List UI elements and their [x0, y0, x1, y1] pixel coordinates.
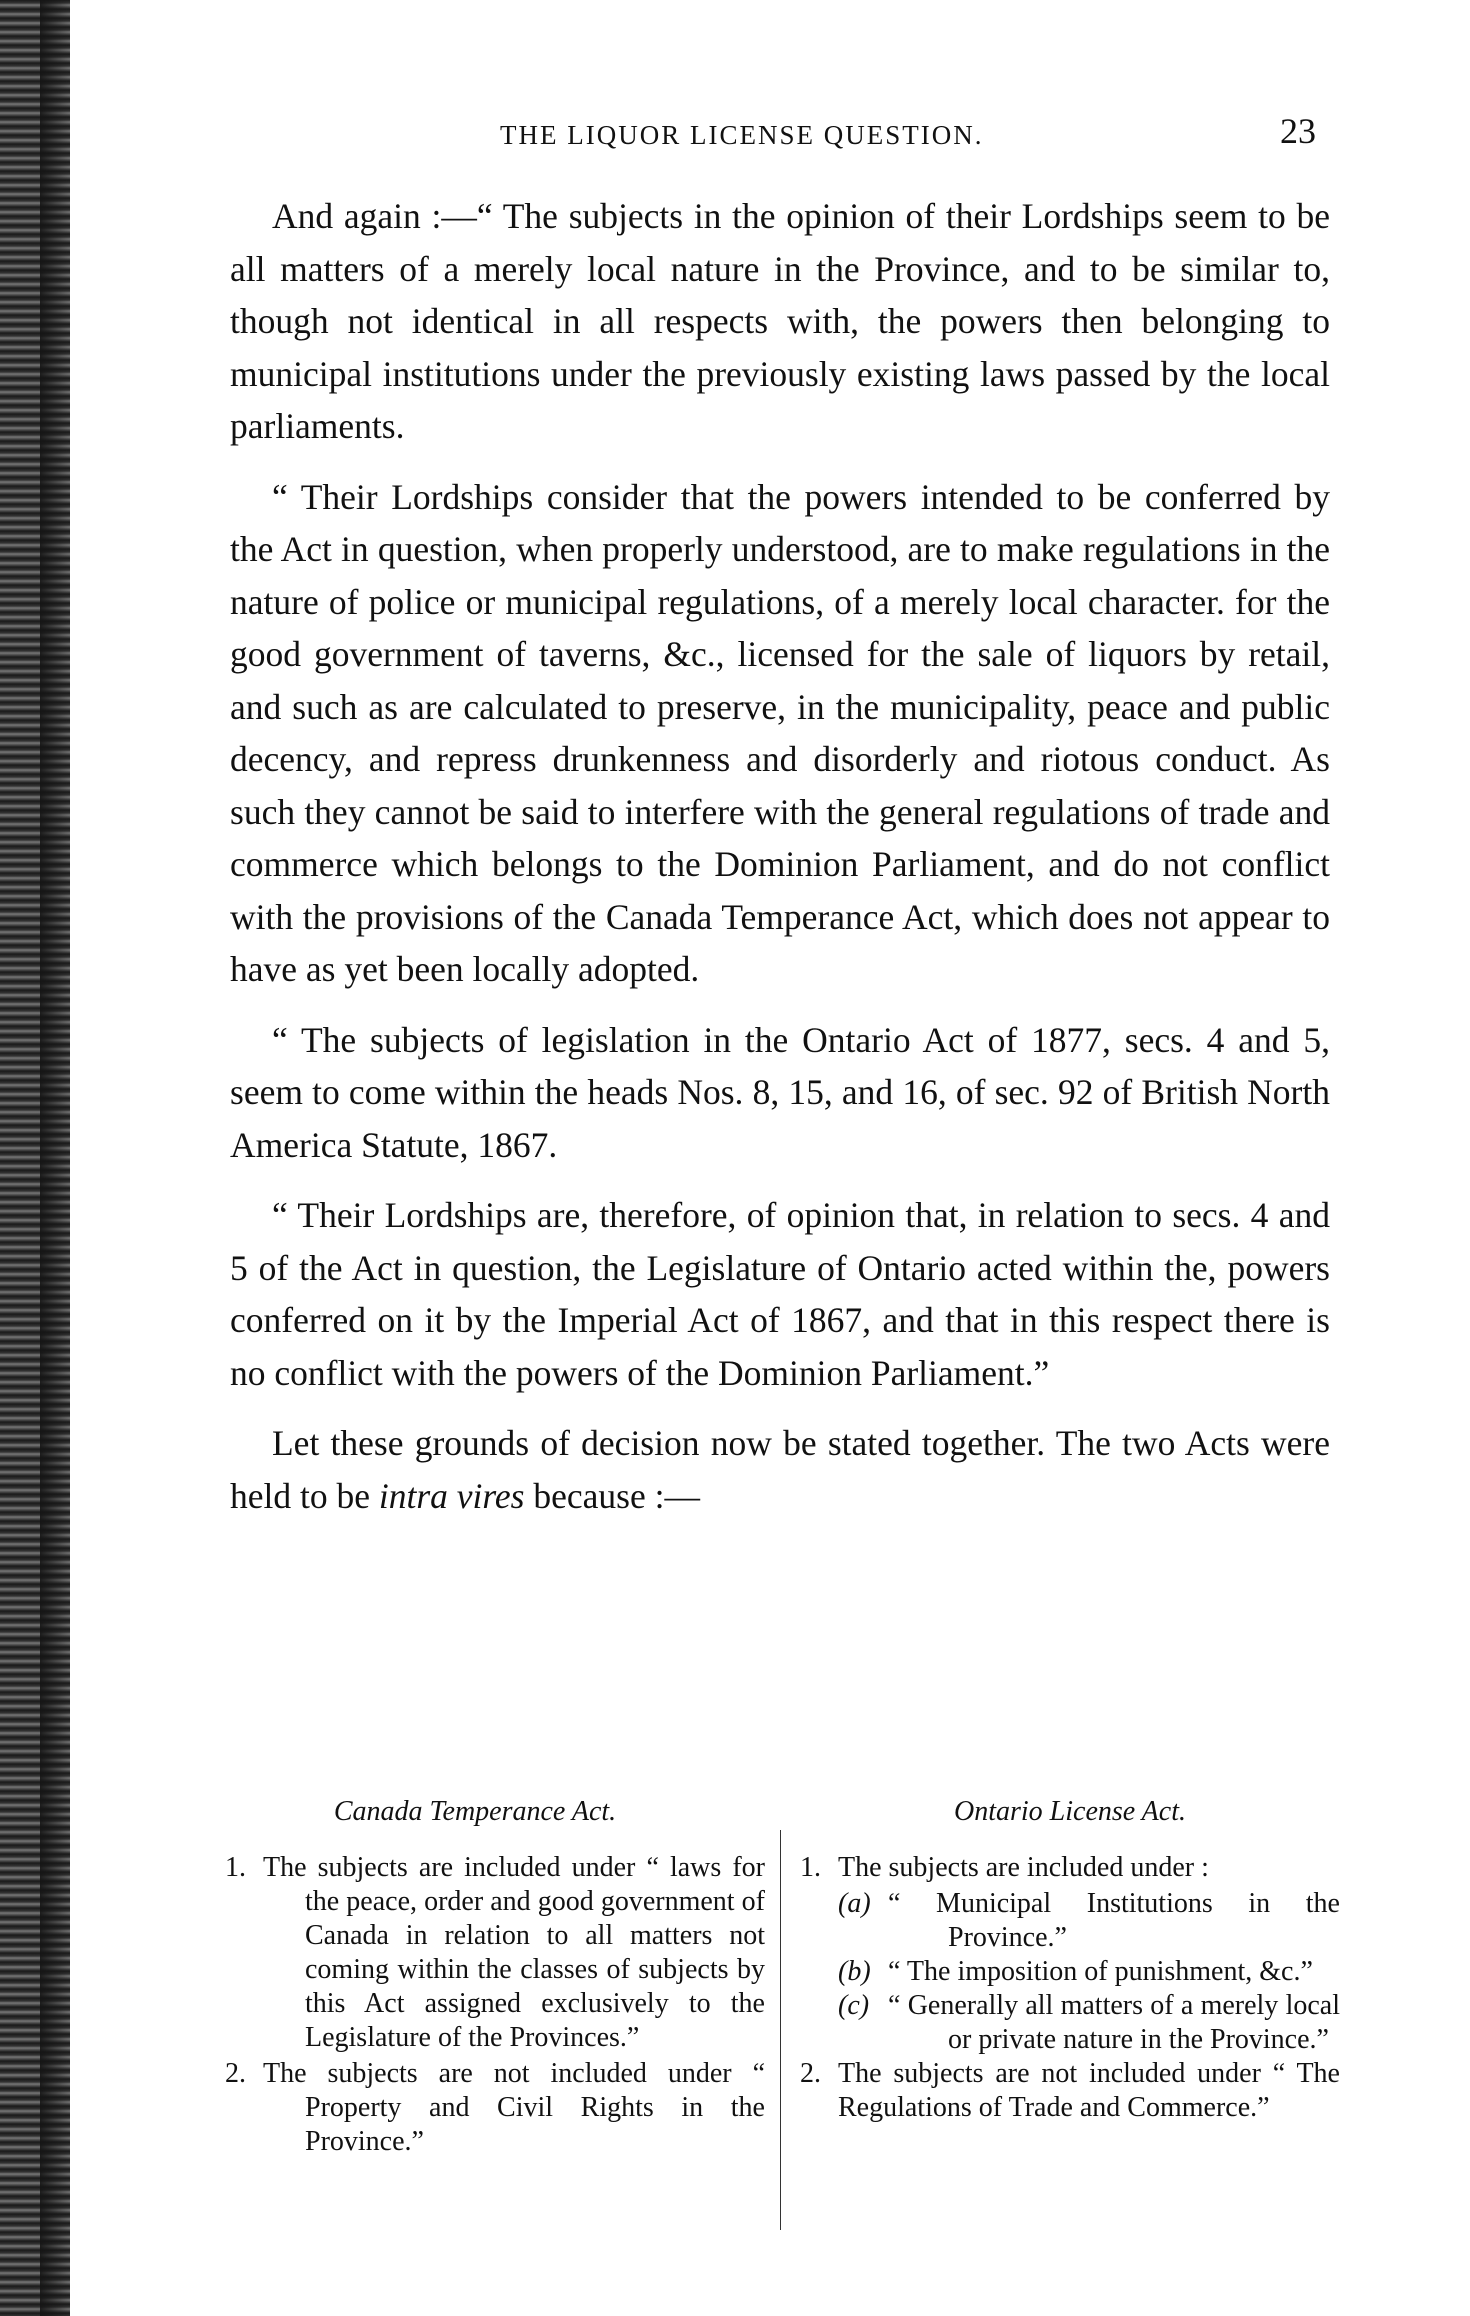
- sub-item-letter: (b): [838, 1956, 871, 1987]
- item-number: 2.: [225, 2058, 246, 2089]
- list-item: [800, 2057, 1340, 2125]
- paragraph: And again :—“ The subjects in the opinion of their Lordships seem to be all matters of a merely local nature in the Province, and to be similar to, though not identical in all respects with, the powers then belonging to municipal institutions under the previously existing laws passed by the local parliaments.: [230, 196, 1330, 446]
- body-text: [230, 190, 1330, 1540]
- list-item: [225, 2057, 765, 2159]
- sub-item-text: “ The imposition of punishment, &c.”: [888, 1956, 1313, 1987]
- paragraph: “ Their Lordships are, therefore, of opinion that, in relation to secs. 4 and 5 of the Act in question, the Legislature of Ontario acted within the, powers conferred on it by the Imperial Act of 1867, and that in this respect there is no conflict with the powers of the Dominion Parliament.”: [230, 1195, 1330, 1393]
- sub-item: [838, 1955, 1340, 1989]
- item-number: 1.: [800, 1852, 821, 1883]
- sub-item: [838, 1887, 1340, 1955]
- sub-item: [838, 1989, 1340, 2057]
- list-item: [800, 1851, 1340, 1885]
- sub-item-letter: (a): [838, 1888, 871, 1919]
- paragraph: “ The subjects of legislation in the Ontario Act of 1877, secs. 4 and 5, seem to come within the heads Nos. 8, 15, and 16, of sec. 92 of British North America Statute, 1867.: [230, 1019, 1330, 1165]
- ontario-license-column: [800, 1795, 1340, 2127]
- paragraph: “ Their Lordships consider that the powers intended to be conferred by the Act in question, when properly understood, are to make regulations in the nature of police or municipal regulations, of a merely local character. for the good government of taverns, &c., licensed for the sale of liquors by retail, and such as are calculated to preserve, in the municipality, peace and public decency, and repress drunkenness and disorderly and riotous conduct. As such they cannot be said to interfere with the general regulations of trade and commerce which belongs to the Dominion Parliament, and do not conflict with the provisions of the Canada Temperance Act, which does not appear to have as yet been locally adopted.: [230, 476, 1330, 989]
- sub-item-text: “ Generally all matters of a merely local or private nature in the Province.”: [888, 1990, 1340, 2055]
- item-number: 1.: [225, 1852, 246, 1883]
- closing-paragraph: [230, 1417, 1330, 1522]
- closing-text-end: because :—: [524, 1475, 700, 1516]
- column-divider: [780, 1830, 781, 2230]
- canada-temperance-column: [225, 1795, 765, 2161]
- item-number: 2.: [800, 2058, 821, 2089]
- closing-italic: intra vires: [378, 1475, 525, 1516]
- running-head: THE LIQUOR LICENSE QUESTION.: [500, 120, 984, 150]
- column-title: Ontario License Act.: [953, 1796, 1186, 1827]
- closing-text: Let these grounds of decision now be stated together. The two Acts were held to be: [230, 1423, 1330, 1516]
- comparison-table: [225, 1795, 1340, 2235]
- page-number: 23: [1280, 111, 1316, 151]
- list-item: [225, 1851, 765, 2055]
- sub-item-letter: (c): [838, 1990, 870, 2021]
- column-title: Canada Temperance Act.: [333, 1796, 617, 1827]
- item-text: The subjects are included under “ laws for the peace, order and good government of Canada in relation to all matters not coming within the classes of subjects by this Act assigned exclusively to the Legislature of the Provinces.”: [263, 1852, 765, 2053]
- item-text: The subjects are not included under “ Property and Civil Rights in the Province.”: [263, 2058, 765, 2157]
- item-text: The subjects are not included under “ The Regulations of Trade and Commerce.”: [838, 2058, 1340, 2123]
- item-text: The subjects are included under :: [838, 1852, 1209, 1883]
- sub-item-text: “ Municipal Institutions in the Province.”: [888, 1888, 1340, 1953]
